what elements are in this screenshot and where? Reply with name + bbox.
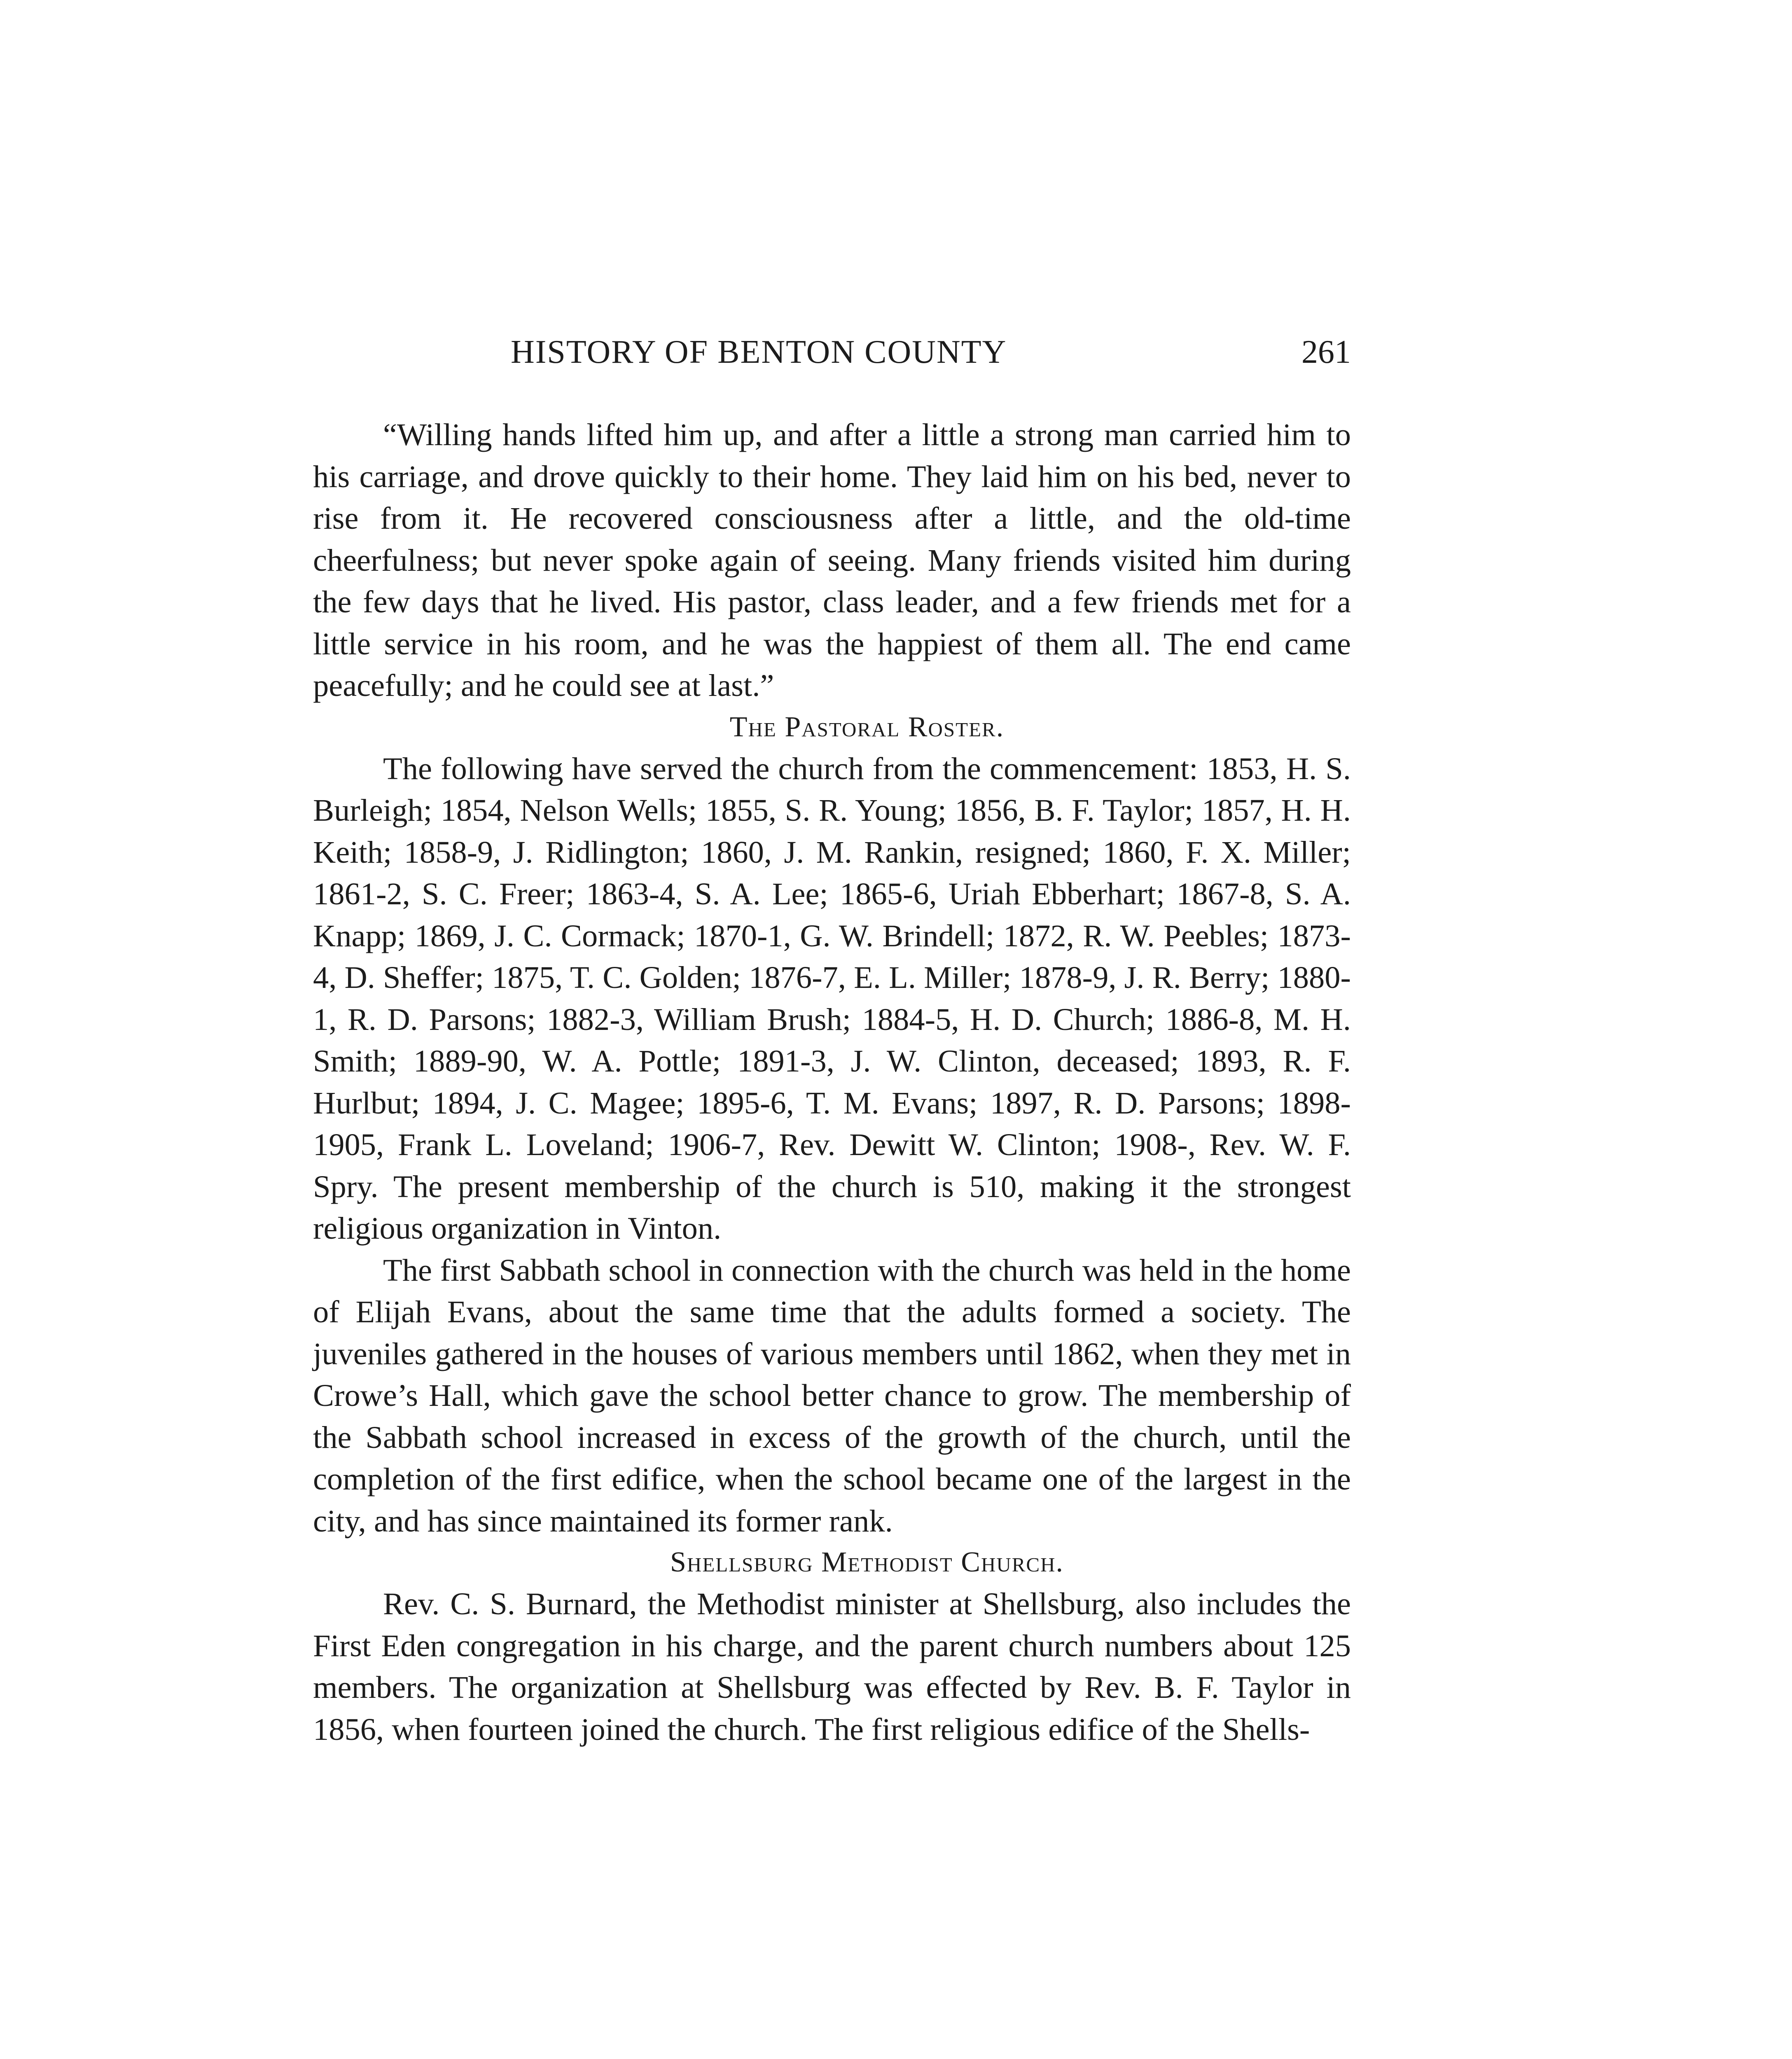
pastoral-roster-paragraph: The following have served the church from the commencement: 1853, H. S. Burleigh; 1854, Nelson Wells; 1855, S. R. Young; 1856, B. F. Taylor; 1857, H. H. Keith; 1858-9, J. Ridlington; 1860, J. M. Rankin, resigned; 1860, F. X. Miller; 1861-2, S. C. Freer; 1863-4, S. A. Lee; 1865-6, Uriah Ebberhart; 1867-8, S. A. Knapp; 1869, J. C. Cormack; 1870-1, G. W. Brindell; 1872, R. W. Peebles; 1873-4, D. Sheffer; 1875, T. C. Golden; 1876-7, E. L. Miller; 1878-9, J. R. Berry; 1880-1, R. D. Parsons; 1882-3, William Brush; 1884-5, H. D. Church; 1886-8, M. H. Smith; 1889-90, W. A. Pottle; 1891-3, J. W. Clinton, deceased; 1893, R. F. Hurlbut; 1894, J. C. Magee; 1895-6, T. M. Evans; 1897, R. D. Parsons; 1898-1905, Frank L. Loveland; 1906-7, Rev. Dewitt W. Clinton; 1908-, Rev. W. F. Spry. The present membership of the church is 510, making it the strongest religious organization in Vinton. (313, 751, 1351, 1246)
page-header (511, 329, 1351, 375)
page-number: 261 (1301, 334, 1351, 370)
shellsburg-paragraph: Rev. C. S. Burnard, the Methodist minister at Shellsburg, also includes the First Eden congregation in his charge, and the parent church numbers about 125 members. The organization at Shellsburg was effected by Rev. B. F. Taylor in 1856, when fourteen joined the church. The first religious edifice of the Shells- (313, 1586, 1351, 1747)
section-heading-shellsburg: Shellsburg Methodist Church. (670, 1546, 1064, 1578)
section-heading-pastoral-roster: The Pastoral Roster. (729, 711, 1005, 743)
quote-paragraph: “Willing hands lifted him up, and after a little a strong man carried him to his carriage, and drove quickly to their home. They laid him on his bed, never to rise from it. He recovered consciousness after a little, and the old-time cheerfulness; but never spoke again of seeing. Many friends visited him during the few days that he lived. His pastor, class leader, and a few friends met for a little service in his room, and he was the happiest of them all. The end came peacefully; and he could see at last.” (313, 417, 1351, 703)
running-head: HISTORY OF BENTON COUNTY (511, 334, 1007, 370)
sabbath-school-paragraph: The first Sabbath school in connection with the church was held in the home of Elijah Evans, about the same time that the adults formed a society. The juveniles gathered in the houses of various members until 1862, when they met in Crowe’s Hall, which gave the school better chance to grow. The membership of the Sabbath school increased in excess of the growth of the church, until the completion of the first edifice, when the school became one of the largest in the city, and has since maintained its former rank. (313, 1252, 1351, 1538)
page-body (313, 414, 1351, 1750)
